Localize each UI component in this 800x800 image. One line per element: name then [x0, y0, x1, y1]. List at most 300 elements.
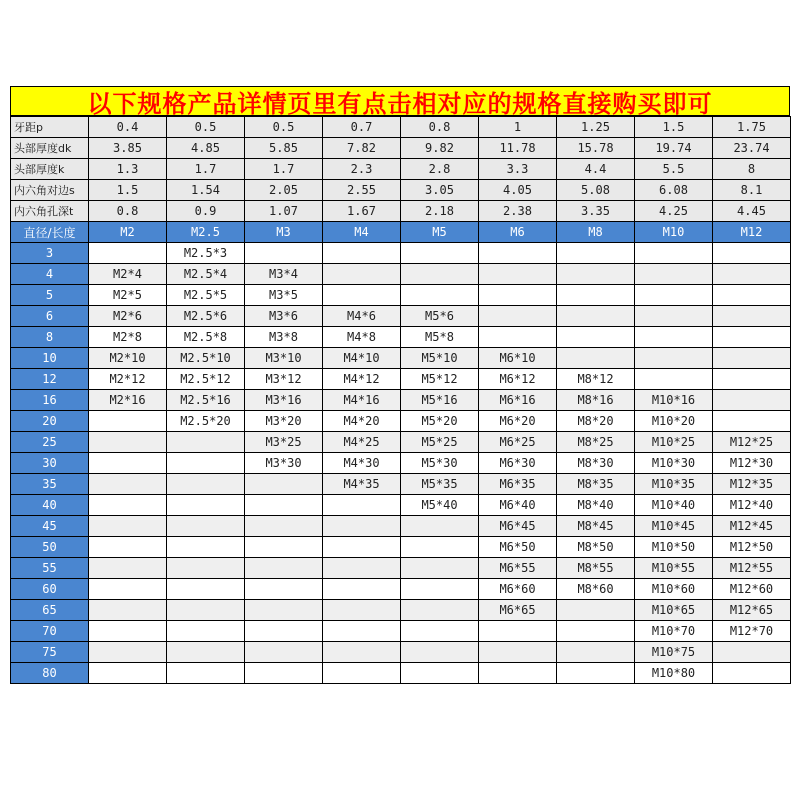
- size-cell: M12*35: [713, 474, 791, 495]
- size-cell: M4*30: [323, 453, 401, 474]
- size-cell: M6*60: [479, 579, 557, 600]
- spec-value-cell: 2.05: [245, 180, 323, 201]
- size-cell: M8*50: [557, 537, 635, 558]
- size-cell: [245, 495, 323, 516]
- spec-row: [11, 138, 791, 159]
- size-cell: [323, 600, 401, 621]
- size-cell: [167, 516, 245, 537]
- length-label-cell: 6: [11, 306, 89, 327]
- size-cell: [479, 327, 557, 348]
- diameter-header-cell: M10: [635, 222, 713, 243]
- size-cell: M2.5*5: [167, 285, 245, 306]
- size-cell: M2.5*12: [167, 369, 245, 390]
- size-cell: M3*20: [245, 411, 323, 432]
- size-cell: [323, 264, 401, 285]
- size-cell: M5*12: [401, 369, 479, 390]
- size-cell: [167, 621, 245, 642]
- diameter-header-cell: M5: [401, 222, 479, 243]
- size-cell: M5*16: [401, 390, 479, 411]
- spec-value-cell: 4.85: [167, 138, 245, 159]
- spec-value-cell: 2.18: [401, 201, 479, 222]
- size-cell: [245, 516, 323, 537]
- size-cell: M2.5*8: [167, 327, 245, 348]
- size-cell: M8*16: [557, 390, 635, 411]
- size-cell: M10*35: [635, 474, 713, 495]
- length-row: [11, 495, 791, 516]
- size-cell: M5*6: [401, 306, 479, 327]
- size-cell: M8*55: [557, 558, 635, 579]
- size-cell: [167, 474, 245, 495]
- size-cell: [713, 663, 791, 684]
- spec-row-label: 内六角孔深t: [11, 201, 89, 222]
- spec-value-cell: 1.07: [245, 201, 323, 222]
- size-cell: M2*12: [89, 369, 167, 390]
- size-cell: M2*5: [89, 285, 167, 306]
- size-cell: M5*20: [401, 411, 479, 432]
- spec-sheet: [10, 86, 790, 684]
- size-cell: [401, 642, 479, 663]
- spec-value-cell: 1.25: [557, 117, 635, 138]
- spec-value-cell: 0.8: [89, 201, 167, 222]
- spec-value-cell: 15.78: [557, 138, 635, 159]
- size-cell: M10*45: [635, 516, 713, 537]
- size-cell: M10*60: [635, 579, 713, 600]
- size-cell: M6*16: [479, 390, 557, 411]
- size-cell: [323, 642, 401, 663]
- spec-value-cell: 6.08: [635, 180, 713, 201]
- diameter-header-row: [11, 222, 791, 243]
- size-cell: [323, 285, 401, 306]
- size-cell: [479, 285, 557, 306]
- length-label-cell: 45: [11, 516, 89, 537]
- size-cell: M12*30: [713, 453, 791, 474]
- spec-row: [11, 201, 791, 222]
- size-cell: M3*25: [245, 432, 323, 453]
- length-label-cell: 70: [11, 621, 89, 642]
- diameter-header-cell: M3: [245, 222, 323, 243]
- size-cell: [245, 558, 323, 579]
- size-cell: M10*50: [635, 537, 713, 558]
- spec-row: [11, 117, 791, 138]
- size-cell: [323, 558, 401, 579]
- spec-value-cell: 4.4: [557, 159, 635, 180]
- size-cell: M12*45: [713, 516, 791, 537]
- size-cell: M3*8: [245, 327, 323, 348]
- size-cell: [479, 243, 557, 264]
- size-cell: M5*8: [401, 327, 479, 348]
- size-cell: M10*70: [635, 621, 713, 642]
- size-cell: [557, 642, 635, 663]
- spec-value-cell: 9.82: [401, 138, 479, 159]
- size-cell: [401, 243, 479, 264]
- size-cell: [479, 306, 557, 327]
- spec-value-cell: 23.74: [713, 138, 791, 159]
- size-cell: [167, 600, 245, 621]
- size-cell: M12*50: [713, 537, 791, 558]
- size-cell: [713, 369, 791, 390]
- size-cell: [401, 663, 479, 684]
- size-cell: [557, 306, 635, 327]
- size-cell: [89, 516, 167, 537]
- size-cell: [713, 348, 791, 369]
- size-cell: [713, 243, 791, 264]
- size-cell: M8*30: [557, 453, 635, 474]
- size-cell: M4*16: [323, 390, 401, 411]
- spec-value-cell: 4.05: [479, 180, 557, 201]
- size-cell: M8*45: [557, 516, 635, 537]
- size-cell: [323, 579, 401, 600]
- size-cell: M3*30: [245, 453, 323, 474]
- size-cell: [89, 537, 167, 558]
- size-cell: [635, 285, 713, 306]
- size-cell: M2.5*16: [167, 390, 245, 411]
- size-cell: M10*80: [635, 663, 713, 684]
- length-row: [11, 558, 791, 579]
- spec-value-cell: 1.5: [635, 117, 713, 138]
- length-label-cell: 65: [11, 600, 89, 621]
- size-cell: [89, 243, 167, 264]
- length-row: [11, 327, 791, 348]
- length-label-cell: 3: [11, 243, 89, 264]
- size-cell: M6*12: [479, 369, 557, 390]
- banner-title: 以下规格产品详情页里有点击相对应的规格直接购买即可: [10, 86, 790, 116]
- spec-value-cell: 5.85: [245, 138, 323, 159]
- size-cell: [89, 453, 167, 474]
- size-cell: [245, 621, 323, 642]
- diameter-header-cell: M4: [323, 222, 401, 243]
- length-label-cell: 16: [11, 390, 89, 411]
- size-cell: M12*55: [713, 558, 791, 579]
- size-cell: M10*65: [635, 600, 713, 621]
- size-cell: M3*16: [245, 390, 323, 411]
- spec-value-cell: 4.25: [635, 201, 713, 222]
- size-cell: M6*20: [479, 411, 557, 432]
- length-row: [11, 369, 791, 390]
- size-cell: [401, 516, 479, 537]
- size-cell: M12*40: [713, 495, 791, 516]
- size-cell: [713, 327, 791, 348]
- length-label-cell: 25: [11, 432, 89, 453]
- size-cell: M6*50: [479, 537, 557, 558]
- size-cell: [479, 621, 557, 642]
- size-cell: [167, 432, 245, 453]
- size-cell: [557, 663, 635, 684]
- spec-table: [10, 116, 791, 684]
- length-label-cell: 12: [11, 369, 89, 390]
- size-cell: [479, 264, 557, 285]
- length-row: [11, 537, 791, 558]
- size-cell: M2.5*20: [167, 411, 245, 432]
- spec-value-cell: 7.82: [323, 138, 401, 159]
- size-cell: M2*8: [89, 327, 167, 348]
- size-cell: M2.5*6: [167, 306, 245, 327]
- spec-value-cell: 0.5: [167, 117, 245, 138]
- size-cell: M10*40: [635, 495, 713, 516]
- size-cell: M6*35: [479, 474, 557, 495]
- length-label-cell: 35: [11, 474, 89, 495]
- length-label-cell: 30: [11, 453, 89, 474]
- size-cell: [557, 285, 635, 306]
- size-cell: [245, 600, 323, 621]
- spec-value-cell: 4.45: [713, 201, 791, 222]
- length-row: [11, 348, 791, 369]
- length-row: [11, 285, 791, 306]
- size-cell: M2.5*10: [167, 348, 245, 369]
- size-cell: [89, 579, 167, 600]
- spec-value-cell: 8: [713, 159, 791, 180]
- size-cell: [713, 642, 791, 663]
- size-cell: [245, 537, 323, 558]
- size-cell: M5*10: [401, 348, 479, 369]
- spec-row-label: 头部厚度dk: [11, 138, 89, 159]
- length-row: [11, 432, 791, 453]
- size-cell: [713, 285, 791, 306]
- spec-row: [11, 159, 791, 180]
- size-cell: [323, 621, 401, 642]
- size-cell: [323, 663, 401, 684]
- size-cell: [401, 579, 479, 600]
- size-cell: [401, 600, 479, 621]
- diameter-header-cell: M12: [713, 222, 791, 243]
- length-label-cell: 10: [11, 348, 89, 369]
- size-cell: M6*25: [479, 432, 557, 453]
- size-cell: M2*16: [89, 390, 167, 411]
- length-row: [11, 600, 791, 621]
- size-cell: M2*6: [89, 306, 167, 327]
- size-cell: M2.5*4: [167, 264, 245, 285]
- size-cell: M8*40: [557, 495, 635, 516]
- length-label-cell: 60: [11, 579, 89, 600]
- size-cell: [401, 558, 479, 579]
- spec-value-cell: 1.5: [89, 180, 167, 201]
- length-row: [11, 663, 791, 684]
- length-row: [11, 621, 791, 642]
- spec-value-cell: 0.5: [245, 117, 323, 138]
- size-cell: [713, 390, 791, 411]
- length-row: [11, 390, 791, 411]
- size-cell: [323, 516, 401, 537]
- size-cell: [167, 453, 245, 474]
- size-cell: [713, 411, 791, 432]
- size-cell: [401, 537, 479, 558]
- length-row: [11, 411, 791, 432]
- size-cell: M5*30: [401, 453, 479, 474]
- spec-value-cell: 3.85: [89, 138, 167, 159]
- spec-value-cell: 1: [479, 117, 557, 138]
- size-cell: [323, 495, 401, 516]
- size-cell: M6*10: [479, 348, 557, 369]
- spec-value-cell: 3.35: [557, 201, 635, 222]
- length-row: [11, 579, 791, 600]
- spec-value-cell: 3.3: [479, 159, 557, 180]
- size-cell: [635, 306, 713, 327]
- diameter-header-cell: M6: [479, 222, 557, 243]
- size-cell: M5*25: [401, 432, 479, 453]
- length-row: [11, 264, 791, 285]
- size-cell: [635, 369, 713, 390]
- length-label-cell: 5: [11, 285, 89, 306]
- spec-row-label: 头部厚度k: [11, 159, 89, 180]
- size-cell: M3*5: [245, 285, 323, 306]
- size-cell: [323, 537, 401, 558]
- size-cell: M10*25: [635, 432, 713, 453]
- size-cell: M5*40: [401, 495, 479, 516]
- size-cell: M12*70: [713, 621, 791, 642]
- length-row: [11, 474, 791, 495]
- size-cell: M4*10: [323, 348, 401, 369]
- size-cell: M2*10: [89, 348, 167, 369]
- spec-value-cell: 11.78: [479, 138, 557, 159]
- spec-value-cell: 5.5: [635, 159, 713, 180]
- diameter-header-cell: M2.5: [167, 222, 245, 243]
- size-cell: M8*35: [557, 474, 635, 495]
- size-cell: [89, 432, 167, 453]
- length-row: [11, 453, 791, 474]
- size-cell: M10*55: [635, 558, 713, 579]
- size-cell: [89, 663, 167, 684]
- size-cell: [323, 243, 401, 264]
- size-cell: M10*30: [635, 453, 713, 474]
- length-row: [11, 306, 791, 327]
- length-row: [11, 516, 791, 537]
- size-cell: [245, 243, 323, 264]
- size-cell: M4*20: [323, 411, 401, 432]
- size-cell: [167, 663, 245, 684]
- size-cell: [635, 348, 713, 369]
- length-label-cell: 40: [11, 495, 89, 516]
- spec-value-cell: 1.7: [245, 159, 323, 180]
- size-cell: [635, 243, 713, 264]
- size-cell: M12*60: [713, 579, 791, 600]
- size-cell: [167, 537, 245, 558]
- size-cell: [89, 600, 167, 621]
- size-cell: [89, 495, 167, 516]
- size-cell: M12*65: [713, 600, 791, 621]
- size-cell: [557, 264, 635, 285]
- size-cell: M2.5*3: [167, 243, 245, 264]
- spec-row-label: 内六角对边s: [11, 180, 89, 201]
- size-cell: M10*16: [635, 390, 713, 411]
- size-cell: [167, 642, 245, 663]
- size-cell: [89, 411, 167, 432]
- spec-value-cell: 0.8: [401, 117, 479, 138]
- size-cell: [89, 474, 167, 495]
- size-cell: [245, 579, 323, 600]
- size-cell: [479, 663, 557, 684]
- spec-value-cell: 1.67: [323, 201, 401, 222]
- size-cell: [401, 264, 479, 285]
- size-cell: [479, 642, 557, 663]
- spec-value-cell: 1.7: [167, 159, 245, 180]
- size-cell: M5*35: [401, 474, 479, 495]
- size-cell: [245, 663, 323, 684]
- spec-value-cell: 1.54: [167, 180, 245, 201]
- size-cell: M3*10: [245, 348, 323, 369]
- spec-value-cell: 2.8: [401, 159, 479, 180]
- length-label-cell: 8: [11, 327, 89, 348]
- size-cell: M3*4: [245, 264, 323, 285]
- size-cell: [557, 243, 635, 264]
- size-cell: [713, 264, 791, 285]
- spec-value-cell: 3.05: [401, 180, 479, 201]
- size-cell: [89, 621, 167, 642]
- size-cell: M2*4: [89, 264, 167, 285]
- size-cell: M3*6: [245, 306, 323, 327]
- spec-value-cell: 1.75: [713, 117, 791, 138]
- size-cell: [557, 600, 635, 621]
- size-cell: M8*20: [557, 411, 635, 432]
- spec-value-cell: 1.3: [89, 159, 167, 180]
- size-cell: [713, 306, 791, 327]
- spec-value-cell: 0.9: [167, 201, 245, 222]
- length-row: [11, 642, 791, 663]
- size-cell: M4*12: [323, 369, 401, 390]
- size-cell: M6*30: [479, 453, 557, 474]
- size-cell: M8*12: [557, 369, 635, 390]
- size-cell: M4*35: [323, 474, 401, 495]
- size-cell: [557, 327, 635, 348]
- size-cell: [635, 264, 713, 285]
- size-cell: M6*45: [479, 516, 557, 537]
- size-cell: [245, 642, 323, 663]
- size-cell: [401, 285, 479, 306]
- length-label-cell: 75: [11, 642, 89, 663]
- size-cell: [635, 327, 713, 348]
- spec-value-cell: 5.08: [557, 180, 635, 201]
- length-label-cell: 20: [11, 411, 89, 432]
- size-cell: [557, 348, 635, 369]
- size-cell: [89, 558, 167, 579]
- size-cell: M4*8: [323, 327, 401, 348]
- size-cell: M4*6: [323, 306, 401, 327]
- size-cell: M6*40: [479, 495, 557, 516]
- size-cell: M6*55: [479, 558, 557, 579]
- diameter-header-cell: M8: [557, 222, 635, 243]
- header-corner-label: 直径/长度: [11, 222, 89, 243]
- size-cell: M12*25: [713, 432, 791, 453]
- size-cell: [167, 495, 245, 516]
- size-cell: M4*25: [323, 432, 401, 453]
- size-cell: [167, 579, 245, 600]
- diameter-header-cell: M2: [89, 222, 167, 243]
- size-cell: M10*75: [635, 642, 713, 663]
- length-label-cell: 80: [11, 663, 89, 684]
- spec-row: [11, 180, 791, 201]
- size-cell: M10*20: [635, 411, 713, 432]
- length-label-cell: 55: [11, 558, 89, 579]
- size-cell: M8*60: [557, 579, 635, 600]
- length-label-cell: 4: [11, 264, 89, 285]
- spec-value-cell: 19.74: [635, 138, 713, 159]
- spec-value-cell: 0.7: [323, 117, 401, 138]
- spec-value-cell: 2.55: [323, 180, 401, 201]
- length-label-cell: 50: [11, 537, 89, 558]
- spec-value-cell: 8.1: [713, 180, 791, 201]
- spec-value-cell: 0.4: [89, 117, 167, 138]
- size-cell: M8*25: [557, 432, 635, 453]
- size-cell: [401, 621, 479, 642]
- size-cell: [245, 474, 323, 495]
- length-row: [11, 243, 791, 264]
- spec-value-cell: 2.38: [479, 201, 557, 222]
- size-cell: M6*65: [479, 600, 557, 621]
- size-cell: [89, 642, 167, 663]
- spec-value-cell: 2.3: [323, 159, 401, 180]
- size-cell: M3*12: [245, 369, 323, 390]
- spec-row-label: 牙距p: [11, 117, 89, 138]
- size-cell: [557, 621, 635, 642]
- size-cell: [167, 558, 245, 579]
